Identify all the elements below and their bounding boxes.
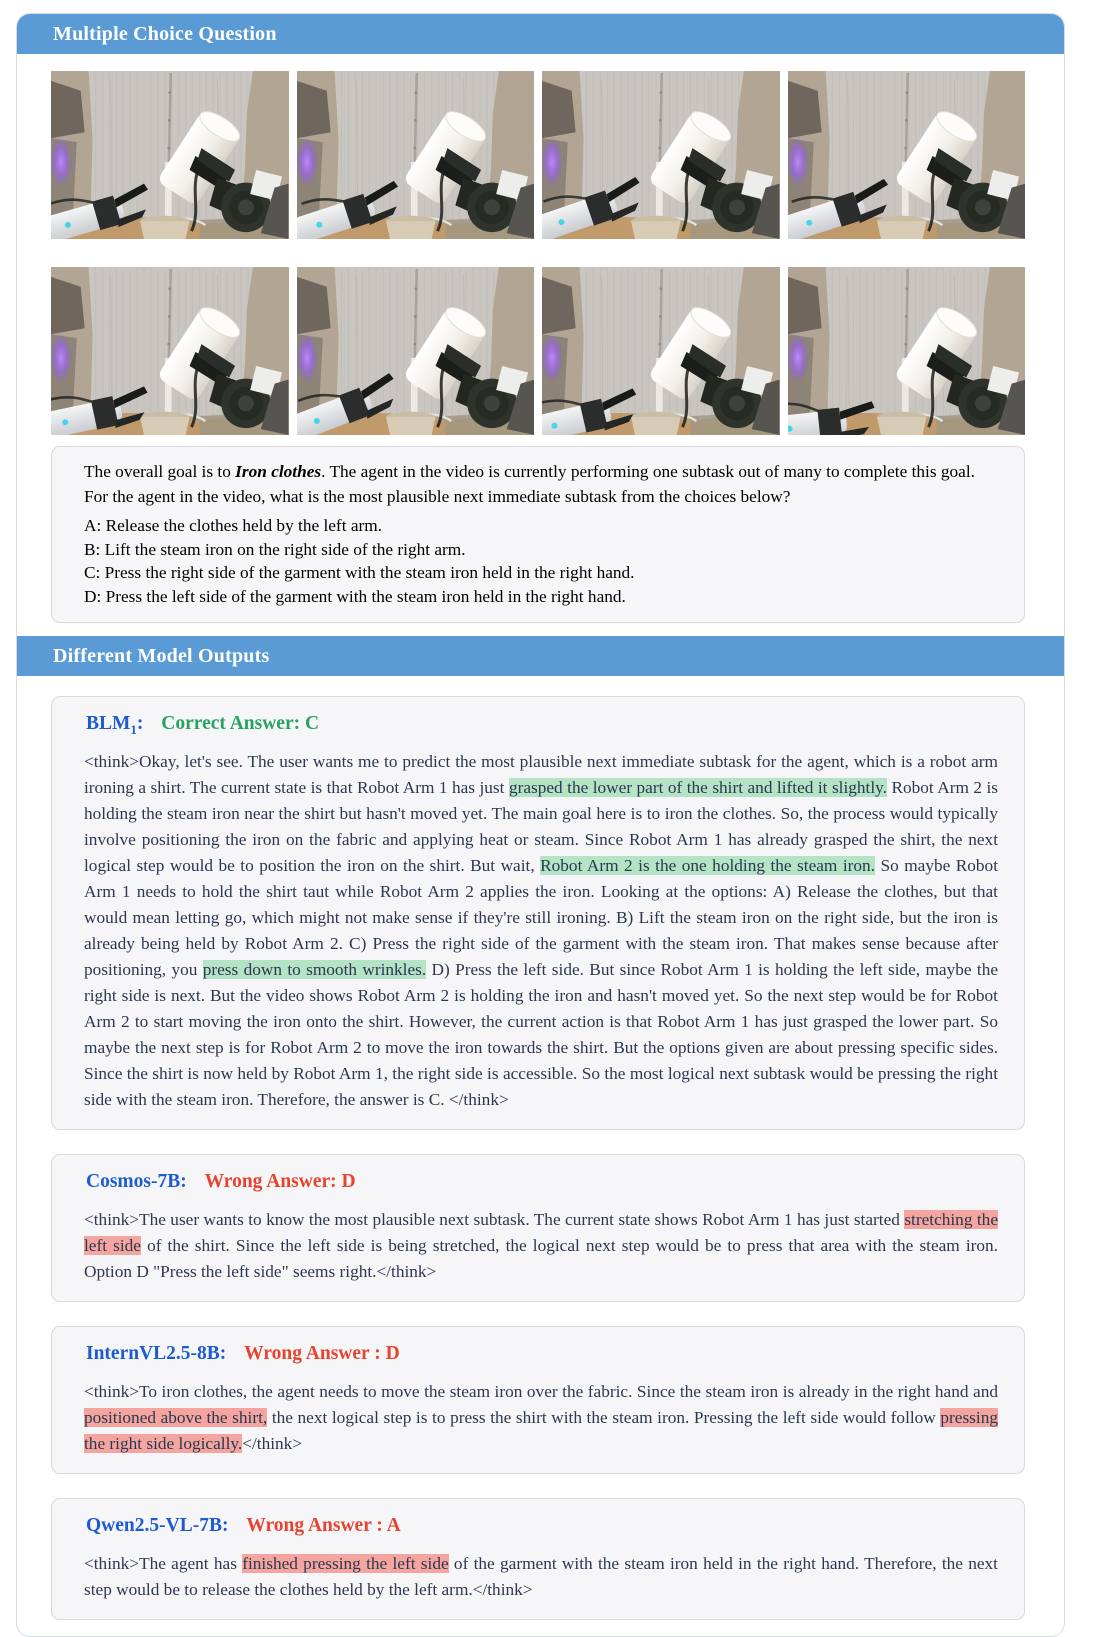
think-text <box>84 749 998 1113</box>
model-head <box>86 1171 998 1196</box>
think-text-segment: of the garment with the steam iron held in the right hand. Therefore, the next step would be to release the clothes held by the left arm.</think> <box>84 1553 998 1599</box>
video-frame <box>51 71 289 239</box>
section-title: Multiple Choice Question <box>53 23 277 45</box>
model-name-subscript: 1 <box>130 722 137 738</box>
model-name-text: BLM <box>86 713 131 735</box>
answer-option: B: Lift the steam iron on the right side of the right arm. <box>84 539 466 559</box>
answer-verdict: Wrong Answer: D <box>204 1171 356 1193</box>
highlight-red: positioned above the shirt, <box>84 1408 268 1428</box>
question-intro-suffix: . The agent in the video is currently performing one subtask out of many to complete this goal. For the agent in the video, what is the most plausible next immediate subtask from the choices below? <box>84 462 975 506</box>
video-frame <box>297 71 535 239</box>
model-name <box>86 1171 187 1192</box>
think-text-segment: the next logical step is to press the shirt with the steam iron. Pressing the left side would follow <box>267 1408 941 1428</box>
answer-verdict: Wrong Answer : D <box>244 1343 400 1365</box>
think-text-segment: So maybe Robot Arm 1 needs to hold the shirt taut while Robot Arm 2 applies the iron. Looking at the options: A) Release the clothes, but that would mean letting go, which might not make sense if they're still ironing. B) Lift the steam iron on the right side, but the iron is already being held by Robot Arm 2. C) Press the right side of the garment with the steam iron. That makes sense because after positioning, you <box>84 856 998 980</box>
highlight-red: pressing the right side logically. <box>84 1408 998 1454</box>
think-text-segment: Robot Arm 2 is holding the steam iron near the shirt but hasn't moved yet. The main goal here is to iron the clothes. So, the process would typically involve positioning the iron on the fabric and applying heat or steam. Since Robot Arm 1 has already grasped the shirt, the next logical step would be to position the iron on the shirt. But wait, <box>84 778 999 876</box>
section-title: Different Model Outputs <box>53 645 270 668</box>
model-name-colon: : <box>180 1171 187 1193</box>
question-box <box>51 446 1025 623</box>
model-name <box>86 713 144 738</box>
highlight-green: press down to smooth wrinkles. <box>202 960 427 980</box>
model-name-colon: : <box>221 1515 229 1537</box>
model-head <box>86 1343 998 1368</box>
think-text-segment: D) Press the left side. But since Robot Arm 1 is holding the left side, maybe the right side is next. But the video shows Robot Arm 2 is holding the iron and hasn't moved yet. So the next step would be for Robot Arm 2 to start moving the iron onto the shirt. However, the current action is that Robot Arm 1 has just grasped the lower part. So maybe the next step is for Robot Arm 2 to move the iron towards the shirt. But the options given are about pressing specific sides. Since the shirt is now held by Robot Arm 1, the right side is accessible. So the most logical next subtask would be pressing the right side with the steam iron. Therefore, the answer is C. </think> <box>84 960 999 1110</box>
answer-verdict: Correct Answer: C <box>161 713 320 735</box>
model-outputs-section <box>17 696 1064 1620</box>
answer-option: C: Press the right side of the garment with the steam iron held in the right hand. <box>84 563 635 583</box>
highlight-green: Robot Arm 2 is the one holding the steam iron. <box>540 856 875 876</box>
video-frame <box>788 71 1026 239</box>
robot-ironing-scene <box>51 267 289 435</box>
highlight-red: stretching the left side <box>84 1210 998 1256</box>
model-name-text: Cosmos-7B <box>86 1171 181 1193</box>
robot-ironing-scene <box>788 71 1026 239</box>
model-head <box>86 1515 998 1540</box>
model-name-colon: : <box>136 713 144 735</box>
model-outputs-list <box>51 696 1025 1620</box>
model-name-colon: : <box>219 1343 227 1365</box>
think-text-segment: <think>The agent has <box>84 1553 243 1573</box>
think-text-segment: <think>The user wants to know the most plausible next subtask. The current state shows Robot Arm 1 has just started <box>84 1210 905 1230</box>
think-text <box>84 1207 998 1285</box>
robot-ironing-scene <box>788 267 1026 435</box>
video-frame <box>297 267 535 435</box>
video-frame <box>542 71 780 239</box>
question-text <box>84 460 998 509</box>
video-frame <box>542 267 780 435</box>
model-name <box>86 1515 228 1536</box>
figure-container <box>16 13 1065 1637</box>
think-text-segment: of the shirt. Since the left side is being stretched, the logical next step would be to press that area with the steam iron. Option D "Press the left side" seems right.</think> <box>84 1236 999 1282</box>
question-goal: Iron clothes <box>235 462 322 481</box>
think-text-segment: <think>Okay, let's see. The user wants me to predict the most plausible next immediate subtask for the agent, which is a robot arm ironing a shirt. The current state is that Robot Arm 1 has just <box>84 752 998 798</box>
video-frame <box>51 267 289 435</box>
video-frames-grid <box>51 71 1025 435</box>
answer-option: A: Release the clothes held by the left arm. <box>84 516 383 535</box>
model-output-card <box>51 696 1025 1130</box>
robot-ironing-scene <box>51 71 289 239</box>
highlight-red: finished pressing the left side <box>242 1553 449 1573</box>
model-name <box>86 1343 226 1364</box>
question-intro-prefix: The overall goal is to <box>84 462 236 481</box>
model-output-card <box>51 1498 1025 1620</box>
highlight-green: grasped the lower part of the shirt and lifted it slightly. <box>508 778 887 798</box>
robot-ironing-scene <box>542 267 780 435</box>
model-name-text: InternVL2.5-8B <box>86 1343 220 1365</box>
video-frame <box>788 267 1026 435</box>
section-header-outputs <box>17 636 1064 676</box>
answer-option: D: Press the left side of the garment with the steam iron held in the right hand. <box>84 586 626 606</box>
answer-verdict: Wrong Answer : A <box>246 1515 401 1537</box>
options-list <box>84 514 998 608</box>
think-text-segment: <think>To iron clothes, the agent needs to move the steam iron over the fabric. Since the steam iron is already in the right hand and <box>84 1382 998 1402</box>
model-head <box>86 713 998 738</box>
think-text-segment: </think> <box>242 1434 303 1454</box>
model-output-card <box>51 1154 1025 1302</box>
model-name-text: Qwen2.5-VL-7B <box>86 1515 222 1537</box>
model-output-card <box>51 1326 1025 1474</box>
robot-ironing-scene <box>542 71 780 239</box>
mcq-section <box>17 71 1064 623</box>
robot-ironing-scene <box>297 71 535 239</box>
section-header-mcq <box>17 14 1064 54</box>
think-text <box>84 1379 998 1457</box>
think-text <box>84 1551 998 1603</box>
robot-ironing-scene <box>297 267 535 435</box>
